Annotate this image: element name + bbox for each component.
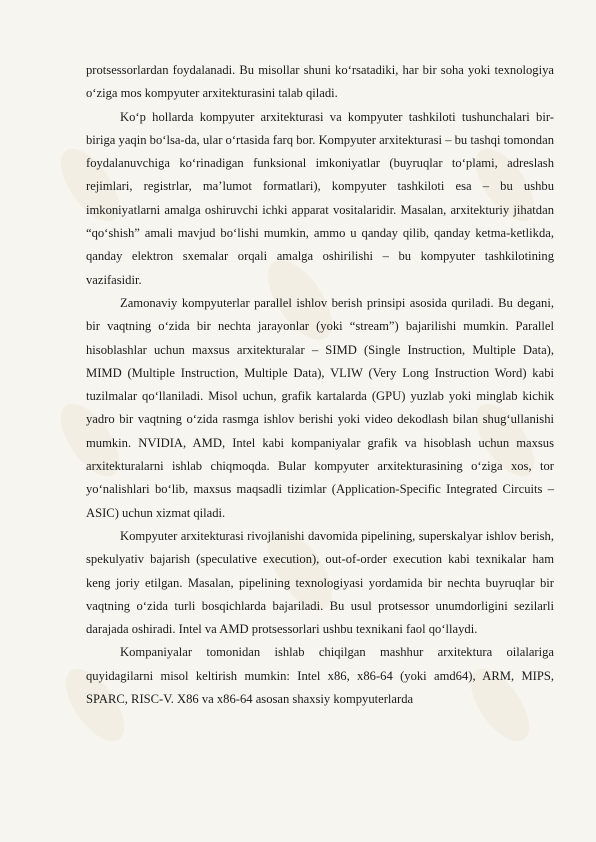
paragraph-2: Ko‘p hollarda kompyuter arxitekturasi va kompyuter tashkiloti tushunchalari bir-biriga yaqin bo‘lsa-da, ular o‘rtasida farq bor. Kompyuter arxitekturasi – bu tashqi tomondan foydalanuvchiga ko‘rinadigan funksional imkoniyatlar (buyruqlar to‘plami, adreslash rejimlari, registrlar, ma’lumot formatlari), kompyuter tashkiloti esa – bu ushbu imkoniyatlarni amalga oshiruvchi ichki apparat vositalaridir. Masalan, arxitekturiy jihatdan “qo‘shish” amali mavjud bo‘lishi mumkin, ammo u qanday qilib, qanday ketma-ketlikda, qanday elektron sxemalar orqali amalga oshirilishi – bu kompyuter tashkilotining vazifasidir.: [86, 109, 554, 287]
paragraph-1: protsessorlardan foydalanadi. Bu misollar shuni ko‘rsatadiki, har bir soha yoki texnologiya o‘ziga mos kompyuter arxitekturasini talab qiladi.: [86, 63, 554, 101]
paragraph-5: Kompaniyalar tomonidan ishlab chiqilgan mashhur arxitektura oilalariga quyidagilarni misol keltirish mumkin: Intel x86, x86-64 (yoki amd64), ARM, MIPS, SPARC, RISC-V. X86 va x86-64 asosan shaxsiy kompyuterlarda: [86, 645, 554, 707]
document-body: [86, 59, 554, 711]
paragraph-3: Zamonaviy kompyuterlar parallel ishlov berish prinsipi asosida quriladi. Bu degani, bir vaqtning o‘zida bir nechta jarayonlar (yoki “stream”) bajarilishi mumkin. Parallel hisoblashlar uchun maxsus arxitekturalar – SIMD (Single Instruction, Multiple Data), MIMD (Multiple Instruction, Multiple Data), VLIW (Very Long Instruction Word) kabi tuzilmalar qo‘llaniladi. Misol uchun, grafik kartalarda (GPU) yuzlab yoki minglab kichik yadro bir vaqtning o‘zida rasmga ishlov berishi yoki video dekodlash bilan shug‘ullanishi mumkin. NVIDIA, AMD, Intel kabi kompaniyalar grafik va hisoblash uchun maxsus arxitekturalarni ishlab chiqmoqda. Bular kompyuter arxitekturasining o‘ziga xos, tor yo‘nalishlari bo‘lib, maxsus maqsadli tizimlar (Application-Specific Integrated Circuits – ASIC) uchun xizmat qiladi.: [86, 295, 554, 520]
paragraph-4: Kompyuter arxitekturasi rivojlanishi davomida pipelining, superskalyar ishlov berish, spekulyativ bajarish (speculative execution), out-of-order execution kabi texnikalar ham keng joriy etilgan. Masalan, pipelining texnologiyasi yordamida bir nechta buyruqlar bir vaqtning o‘zida turli bosqichlarda bajariladi. Bu usul protsessor unumdorligini sezilarli darajada oshiradi. Intel va AMD protsessorlari ushbu texnikani faol qo‘llaydi.: [86, 528, 554, 637]
